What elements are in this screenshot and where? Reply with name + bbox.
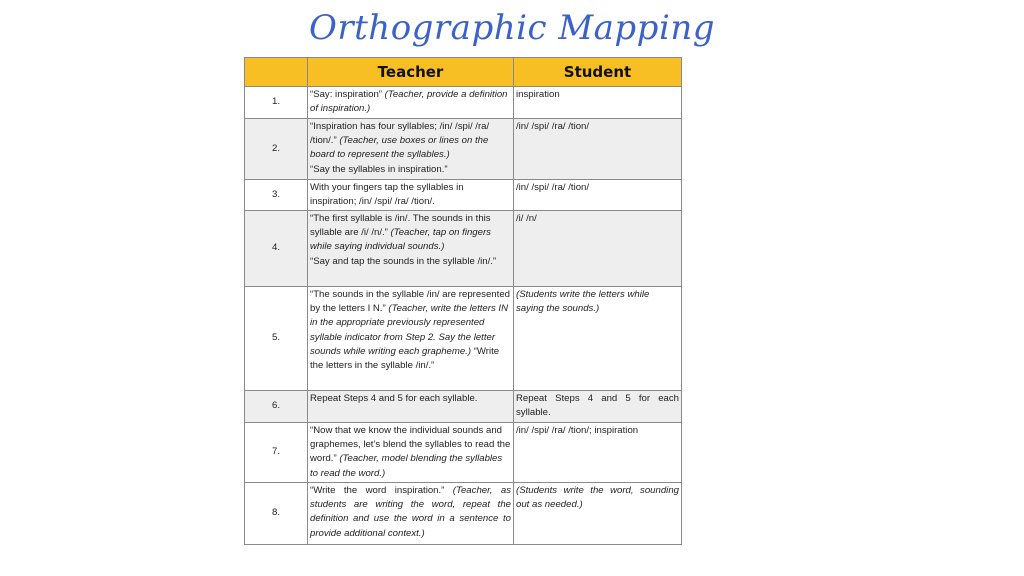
teacher-text: Repeat Steps 4 and 5 for each syllable. <box>310 393 478 404</box>
teacher-text: With your fingers tap the syllables in inspiration; /in/ /spi/ /ra/ /tion/. <box>310 182 464 208</box>
teacher-text: “Say: inspiration” <box>310 89 385 100</box>
table-header-row <box>245 58 682 87</box>
student-cell <box>514 87 682 119</box>
student-cell <box>514 423 682 483</box>
teacher-cell <box>308 483 514 545</box>
table-row <box>245 287 682 391</box>
student-cell <box>514 119 682 180</box>
student-text: /in/ /spi/ /ra/ /tion/ <box>516 121 590 132</box>
teacher-cell <box>308 211 514 287</box>
student-note: (Students write the letters while saying the sounds.) <box>516 289 650 315</box>
student-text: /i/ /n/ <box>516 213 537 224</box>
student-cell <box>514 287 682 391</box>
teacher-text: “The sounds in the syllable /in/ are represented by the letters I N.” <box>310 289 510 315</box>
teacher-cell <box>308 180 514 211</box>
teacher-text: “Now that we know the individual sounds and graphemes, let’s blend the syllables to read the word.” <box>310 425 511 465</box>
table-row <box>245 119 682 180</box>
teacher-cell <box>308 287 514 391</box>
table-row <box>245 87 682 119</box>
table-row <box>245 423 682 483</box>
step-number: 5. <box>245 287 308 391</box>
teacher-text: “Inspiration has four syllables; /in/ /spi/ /ra/ /tion/.” <box>310 121 490 147</box>
student-cell <box>514 180 682 211</box>
table-row <box>245 211 682 287</box>
table-row <box>245 483 682 545</box>
student-cell <box>514 211 682 287</box>
student-note: (Students write the word, sounding out as needed.) <box>516 485 679 511</box>
teacher-text: “The first syllable is /in/. The sounds in this syllable are /i/ /n/.” <box>310 213 491 239</box>
student-text: /in/ /spi/ /ra/ /tion/ <box>516 182 590 193</box>
step-number: 6. <box>245 391 308 423</box>
teacher-cell <box>308 423 514 483</box>
teacher-note: (Teacher, as students are writing the word, repeat the definition and use the word in a sentence to provide additional context.) <box>310 485 511 539</box>
teacher-text: “Write the letters in the syllable /in/.” <box>310 345 500 372</box>
table-row <box>245 391 682 423</box>
teacher-text: “Say and tap the sounds in the syllable /in/.” <box>310 255 497 267</box>
student-text: inspiration <box>516 89 560 100</box>
teacher-text: “Write the word inspiration.” <box>310 485 453 496</box>
step-number: 2. <box>245 119 308 180</box>
header-teacher: Teacher <box>308 58 514 87</box>
page-title: Orthographic Mapping <box>309 8 715 48</box>
teacher-note: (Teacher, write the letters IN in the appropriate previously represented syllable indicator from Step 2. Say the letter sounds while writing each grapheme.) <box>310 303 509 357</box>
step-number: 1. <box>245 87 308 119</box>
table-row <box>245 180 682 211</box>
step-number: 3. <box>245 180 308 211</box>
student-cell <box>514 391 682 423</box>
teacher-note: (Teacher, tap on fingers while saying individual sounds.) <box>310 227 491 253</box>
teacher-text: “Say the syllables in inspiration.” <box>310 163 448 175</box>
teacher-cell <box>308 87 514 119</box>
student-cell <box>514 483 682 545</box>
teacher-note: (Teacher, use boxes or lines on the board to represent the syllables.) <box>310 135 489 161</box>
teacher-cell <box>308 119 514 180</box>
mapping-table <box>244 57 682 545</box>
teacher-note: (Teacher, model blending the syllables to read the word.) <box>310 453 503 479</box>
step-number: 8. <box>245 483 308 545</box>
step-number: 7. <box>245 423 308 483</box>
step-number: 4. <box>245 211 308 287</box>
header-number <box>245 58 308 87</box>
student-text: Repeat Steps 4 and 5 for each syllable. <box>516 393 679 419</box>
teacher-note: (Teacher, provide a definition of inspiration.) <box>310 89 508 115</box>
student-text: /in/ /spi/ /ra/ /tion/; inspiration <box>516 425 639 436</box>
header-student: Student <box>514 58 682 87</box>
teacher-cell <box>308 391 514 423</box>
